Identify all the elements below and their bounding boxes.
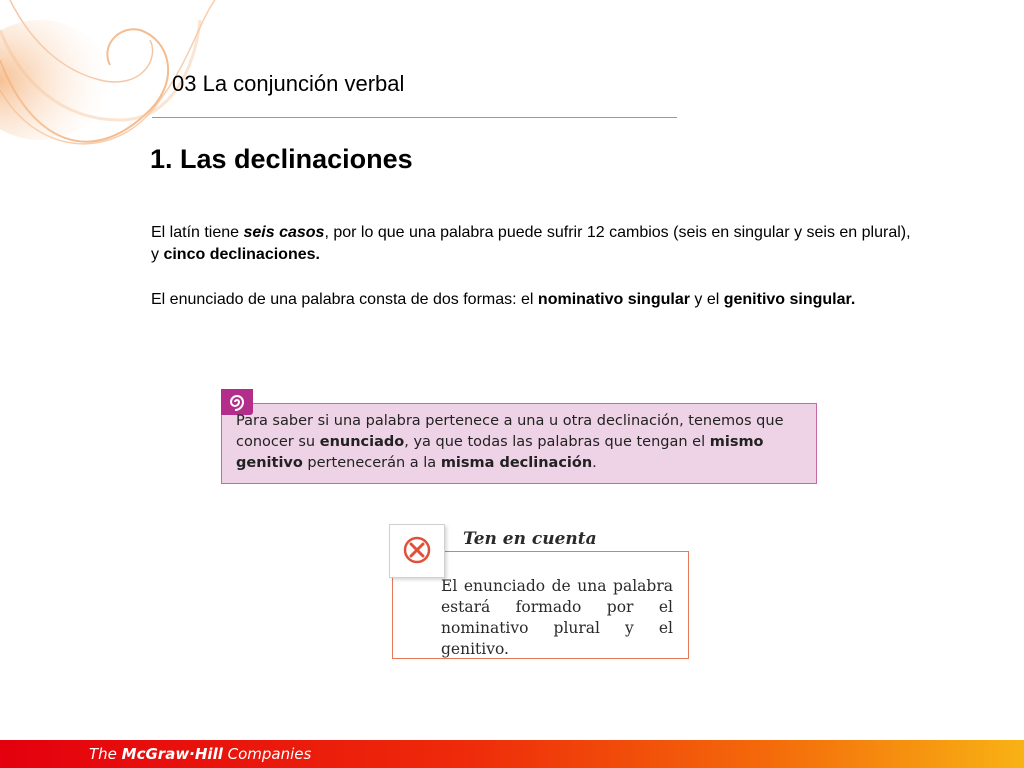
logo-brand: McGraw·Hill [121, 745, 223, 763]
logo-suffix: Companies [222, 745, 312, 763]
pink-text-4: . [592, 455, 597, 471]
chapter-title: 03 La conjunción verbal [172, 71, 405, 96]
para2-bold-1: nominativo singular [537, 291, 690, 308]
pink-bold-3: misma declinación [440, 455, 593, 471]
footer-bar [0, 740, 1024, 768]
title-divider [152, 117, 677, 118]
para2-bold-2: genitivo singular. [723, 291, 856, 308]
note-heading: Ten en cuenta [463, 529, 597, 549]
para1-text-2: , por lo que una palabra puede sufrir 12 cambios (seis en singular y seis en plural), y [151, 224, 911, 263]
paragraph-cases [151, 222, 921, 266]
section-heading: 1. Las declinaciones [150, 144, 413, 174]
error-x-icon [402, 535, 432, 565]
paragraph-enunciado [151, 289, 921, 311]
pink-bold-1: enunciado [319, 434, 405, 450]
pink-text-2: , ya que todas las palabras que tengan el [404, 434, 710, 450]
info-callout-text [236, 411, 811, 474]
spiral-icon [225, 391, 249, 413]
para1-bold-2: cinco declinaciones. [163, 246, 320, 263]
publisher-logo [89, 745, 311, 763]
note-text: El enunciado de una palabra estará formado por el nominativo plural y el genitivo. [441, 577, 673, 658]
pink-bold-2: mismo genitivo [236, 434, 764, 471]
para1-text-1: El latín tiene [151, 224, 244, 241]
para2-text-2: y el [689, 291, 724, 308]
para2-text-1: El enunciado de una palabra consta de dos formas: el [151, 291, 538, 308]
para1-bold-1: seis casos [243, 224, 325, 241]
logo-prefix: The [89, 745, 122, 763]
pink-text-1: Para saber si una palabra pertenece a una u otra declinación, tenemos que conocer su [236, 413, 784, 450]
pink-text-3: pertenecerán a la [302, 455, 441, 471]
note-callout-tab [389, 524, 445, 578]
